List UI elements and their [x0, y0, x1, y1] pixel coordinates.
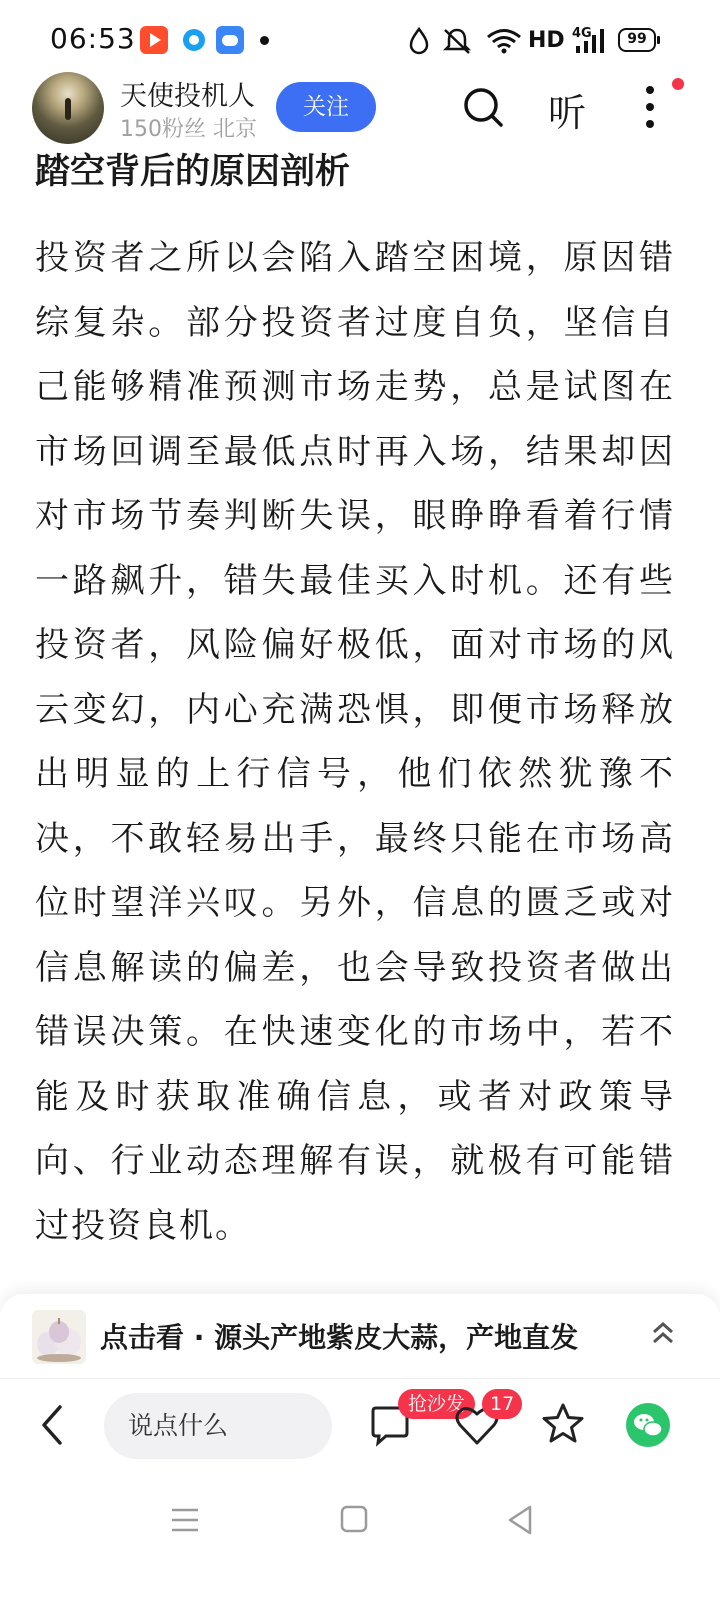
wifi-icon [486, 28, 522, 54]
article-header [0, 70, 720, 146]
like-count-badge: 17 [482, 1389, 522, 1419]
star-icon[interactable] [540, 1401, 586, 1447]
recent-apps-icon[interactable] [170, 1506, 200, 1534]
search-icon[interactable] [462, 86, 504, 128]
qq-browser-icon [180, 26, 208, 54]
status-time: 06:53 [50, 22, 136, 55]
sofa-badge: 抢沙发 [398, 1389, 475, 1419]
wechat-share-icon[interactable] [626, 1403, 670, 1447]
mute-bell-icon [440, 26, 474, 56]
signal-icon [574, 28, 606, 54]
cloud-app-icon [216, 26, 244, 54]
ad-banner[interactable] [0, 1294, 720, 1378]
network-type-label: 4G [572, 26, 592, 41]
listen-button[interactable]: 听 [548, 91, 587, 135]
notification-dot [672, 78, 684, 90]
hd-label: HD [528, 28, 565, 53]
avatar[interactable] [32, 72, 104, 144]
author-meta: 150粉丝 北京 [120, 117, 257, 142]
follow-button[interactable]: 关注 [276, 82, 376, 132]
status-bar [0, 0, 720, 80]
data-saver-icon [406, 26, 432, 56]
back-icon[interactable] [34, 1401, 70, 1449]
more-options-icon[interactable] [640, 84, 660, 130]
battery-indicator: 99 [618, 28, 656, 52]
video-app-icon [140, 26, 168, 54]
more-notifications-dot [260, 36, 269, 45]
comment-input[interactable]: 说点什么 [104, 1393, 332, 1459]
home-icon[interactable] [340, 1504, 368, 1534]
article-paragraph: 投资者之所以会陷入踏空困境，原因错综复杂。部分投资者过度自负，坚信自己能够精准预测市场走势，总是试图在市场回调至最低点时再入场，结果却因对市场节奏判断失误，眼睁睁看着行情一路飙升，错失最佳买入时机。还有些投资者，风险偏好极低，面对市场的风云变幻，内心充满恐惧，即便市场释放出明显的上行信号，他们依然犹豫不决，不敢轻易出手，最终只能在市场高位时望洋兴叹。另外，信息的匮乏或对信息解读的偏差，也会导致投资者做出错误决策。在快速变化的市场中，若不能及时获取准确信息，或者对政策导向、行业动态理解有误，就极有可能错过投资良机。 [35, 238, 675, 1246]
bottom-toolbar [0, 1378, 720, 1478]
system-nav-bar [0, 1478, 720, 1600]
section-heading: 踏空背后的原因剖析 [35, 152, 351, 192]
nav-back-icon[interactable] [506, 1504, 534, 1536]
garlic-thumbnail [32, 1310, 86, 1364]
ad-text[interactable]: 点击看 · 源头产地紫皮大蒜，产地直发 [100, 1321, 579, 1354]
author-name[interactable]: 天使投机人 [120, 81, 255, 112]
expand-up-icon[interactable] [648, 1316, 678, 1350]
